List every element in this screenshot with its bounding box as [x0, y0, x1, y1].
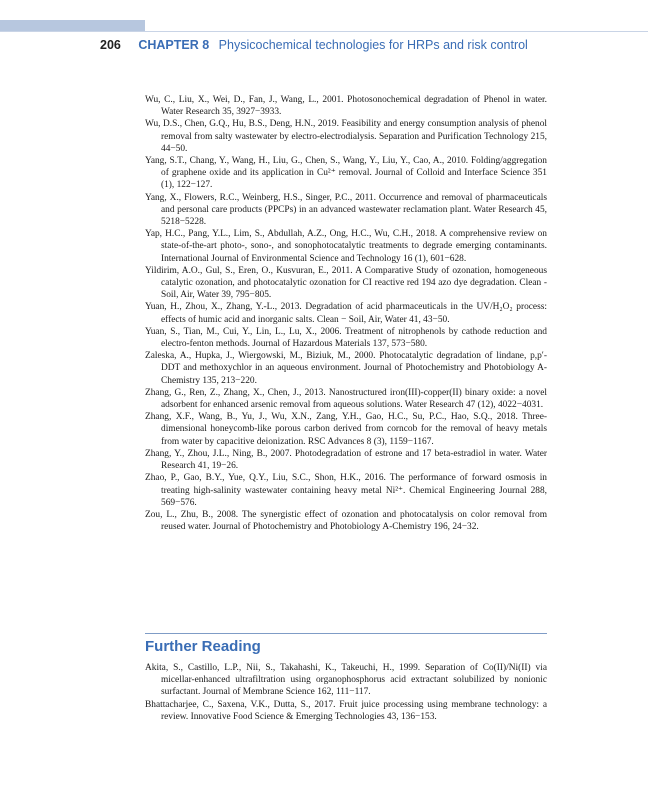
reference-item: Zhang, Y., Zhou, J.L., Ning, B., 2007. Photodegradation of estrone and 17 beta-estradiol in water. Water Research 41, 19−26.	[145, 448, 547, 472]
reference-list	[145, 94, 547, 533]
reference-item: Zhang, G., Ren, Z., Zhang, X., Chen, J., 2013. Nanostructured iron(III)-copper(II) binary oxide: a novel adsorbent for enhanced arsenic removal from aqueous solutions. Water Research 47 (12), 4022−4031.	[145, 387, 547, 411]
section-divider	[145, 633, 547, 634]
page-number: 206	[100, 38, 121, 52]
reference-item: Yang, X., Flowers, R.C., Weinberg, H.S., Singer, P.C., 2011. Occurrence and removal of pharmaceuticals and personal care products (PPCPs) in an advanced wastewater reclamation plant. Water Research 45, 5218−5228.	[145, 192, 547, 228]
reference-item: Zaleska, A., Hupka, J., Wiergowski, M., Biziuk, M., 2000. Photocatalytic degradation of lindane, p,p′-DDT and methoxychlor in an aqueous environment. Journal of Photochemistry and Photobiology A-Chemistry 135, 213−220.	[145, 351, 547, 386]
further-reading-heading: Further Reading	[145, 638, 261, 655]
reference-item: Yang, S.T., Chang, Y., Wang, H., Liu, G., Chen, S., Wang, Y., Liu, Y., Cao, A., 2010. Folding/aggregation of graphene oxide and its application in Cu²⁺ removal. Journal of Colloid and Interface Science 351 (1), 122−127.	[145, 156, 547, 191]
reference-item: Yuan, S., Tian, M., Cui, Y., Lin, L., Lu, X., 2006. Treatment of nitrophenols by cathode reduction and electro-fenton methods. Journal of Hazardous Materials 137, 573−580.	[145, 326, 547, 350]
reference-item: Yap, H.C., Pang, Y.L., Lim, S., Abdullah, A.Z., Ong, H.C., Wu, C.H., 2018. A comprehensive review on state-of-the-art photo-, sono-, and sonophotocatalytic treatments to degrade emerging contaminants. International Journal of Environmental Science and Technology 16 (1), 601−628.	[145, 229, 547, 264]
further-reading-item: Akita, S., Castillo, L.P., Nii, S., Takahashi, K., Takeuchi, H., 1999. Separation of Co(II)/Ni(II) via micellar-enhanced ultrafiltration using organophosphorus acid extractant solubilized by nonionic surfactant. Journal of Membrane Science 162, 111−117.	[145, 663, 547, 698]
chapter-label: CHAPTER 8	[138, 38, 210, 52]
header-rule	[0, 31, 648, 32]
reference-item: Zhao, P., Gao, B.Y., Yue, Q.Y., Liu, S.C., Shon, H.K., 2016. The performance of forward osmosis in treating high-salinity wastewater containing heavy metal Ni²⁺. Chemical Engineering Journal 288, 569−576.	[145, 473, 547, 508]
reference-item: Wu, D.S., Chen, G.Q., Hu, B.S., Deng, H.N., 2019. Feasibility and energy consumption analysis of phenol removal from salty wastewater by electro-electrodialysis. Separation and Purification Technology 215, 44−50.	[145, 119, 547, 154]
reference-item: Zou, L., Zhu, B., 2008. The synergistic effect of ozonation and photocatalysis on color removal from reused water. Journal of Photochemistry and Photobiology A-Chemistry 196, 24−32.	[145, 509, 547, 533]
reference-item: Yildirim, A.O., Gul, S., Eren, O., Kusvuran, E., 2011. A Comparative Study of ozonation, homogeneous catalytic ozonation, and photocatalytic ozonation for CI reactive red 194 azo dye degradation. Clean - Soil, Air, Water 39, 795−805.	[145, 265, 547, 301]
reference-item: Zhang, X.F., Wang, B., Yu, J., Wu, X.N., Zang, Y.H., Gao, H.C., Su, P.C., Hao, S.Q., 2018. Three-dimensional honeycomb-like porous carbon derived from corncob for the removal of heavy metals from water by capacitive deionization. RSC Advances 8 (3), 1159−1167.	[145, 412, 547, 447]
reference-item: Yuan, H., Zhou, X., Zhang, Y.-L., 2013. Degradation of acid pharmaceuticals in the UV/H₂O₂ process: effects of humic acid and inorganic salts. Clean − Soil, Air, Water 41, 43−50.	[145, 302, 547, 325]
reference-item: Wu, C., Liu, X., Wei, D., Fan, J., Wang, L., 2001. Photosonochemical degradation of Phenol in water. Water Research 35, 3927−3933.	[145, 95, 547, 118]
chapter-title: Physicochemical technologies for HRPs and risk control	[218, 38, 528, 52]
further-reading-item: Bhattacharjee, C., Saxena, V.K., Dutta, S., 2017. Fruit juice processing using membrane technology: a review. Innovative Food Science & Emerging Technologies 43, 136−153.	[145, 699, 547, 722]
further-reading-list	[145, 662, 547, 723]
running-header	[100, 36, 528, 54]
